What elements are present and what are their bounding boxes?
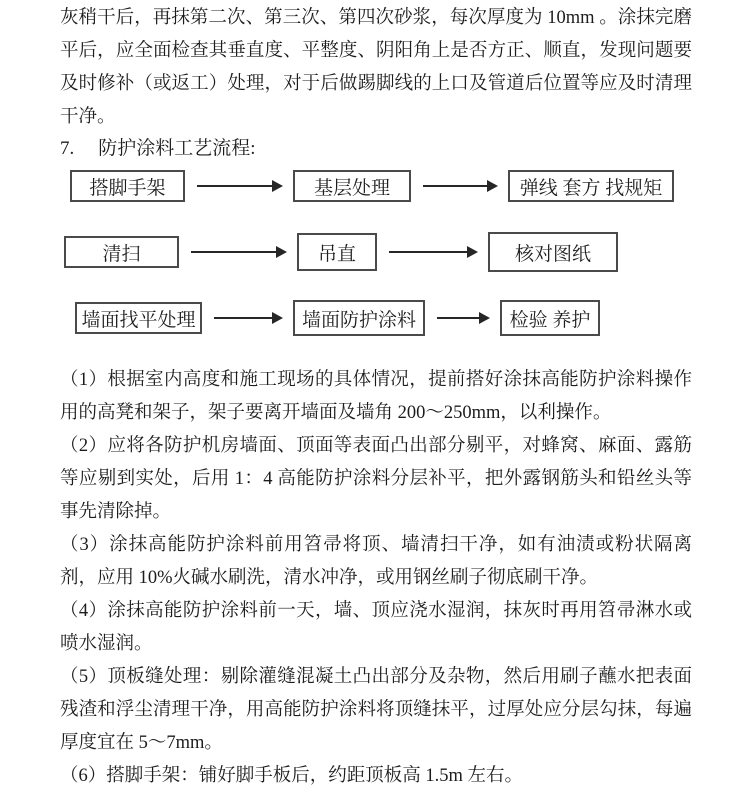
step-paragraph-4: （4）涂抹高能防护涂料前一天，墙、顶应浇水湿润，抹灰时再用笤帚淋水或喷水湿润。: [60, 601, 692, 654]
flowchart-box-cleaning: 清扫: [64, 236, 179, 268]
arrow-right-icon: [423, 185, 496, 187]
flow-connector: [425, 301, 500, 335]
flowchart-row-2: [60, 235, 692, 269]
arrow-right-icon: [214, 317, 281, 319]
intro-paragraph: 灰稍干后，再抹第二次、第三次、第四次砂浆，每次厚度为 10mm 。涂抹完磨平后，应全面检查其垂直度、平整度、阴阳角上是否方正、顺直，发现问题要及时修补（或返工）处理，对于后做踢脚线的上口及管道后位置等应及时清理干净。: [60, 8, 692, 127]
section-heading: [60, 134, 692, 164]
arrow-right-icon: [437, 317, 488, 319]
flowchart-row-1: [60, 169, 692, 203]
step-paragraph-2: （2）应将各防护机房墙面、顶面等表面凸出部分剔平，对蜂窝、麻面、露筋等应剔到实处，后用 1：4 高能防护涂料分层补平，把外露钢筋头和铅丝头等事先清除掉。: [60, 436, 692, 522]
flowchart-box-snap-lines: 弹线 套方 找规矩: [508, 170, 674, 202]
step-paragraph-6: （6）搭脚手架：铺好脚手板后，约距顶板高 1.5m 左右。: [60, 766, 524, 786]
arrow-right-icon: [389, 251, 476, 253]
process-flowchart: [60, 169, 692, 335]
section-number: 7.: [60, 138, 75, 159]
flow-connector: [377, 235, 488, 269]
flow-connector: [179, 235, 297, 269]
procedure-steps: [60, 364, 692, 793]
flow-connector: [202, 301, 293, 335]
step-paragraph-5: （5）顶板缝处理：剔除灌缝混凝土凸出部分及杂物，然后用刷子蘸水把表面残渣和浮尘清理干净，用高能防护涂料将顶缝抹平，过厚处应分层勾抹，每遍厚度宜在 5～7mm。: [60, 667, 692, 753]
flowchart-box-base-treatment: 基层处理: [293, 170, 411, 202]
flow-connector: [411, 169, 508, 203]
flowchart-box-check-drawings: 核对图纸: [488, 232, 618, 272]
arrow-right-icon: [197, 185, 281, 187]
flowchart-box-scaffolding: 搭脚手架: [70, 170, 185, 202]
flowchart-row-3: [60, 301, 692, 335]
flowchart-box-plumb: 吊直: [297, 233, 377, 271]
step-paragraph-1: （1）根据室内高度和施工现场的具体情况，提前搭好涂抹高能防护涂料操作用的高凳和架子，架子要离开墙面及墙角 200～250mm，以利操作。: [60, 370, 692, 423]
flowchart-box-wall-leveling: 墙面找平处理: [75, 302, 202, 334]
arrow-right-icon: [191, 251, 285, 253]
flow-connector: [185, 169, 293, 203]
section-title: 防护涂料工艺流程:: [98, 138, 256, 159]
flowchart-box-inspection-curing: 检验 养护: [500, 300, 600, 336]
step-paragraph-3: （3）涂抹高能防护涂料前用笤帚将顶、墙清扫干净，如有油渍或粉状隔离剂，应用 10%火碱水刷洗，清水冲净，或用钢丝刷子彻底刷干净。: [60, 535, 692, 588]
flowchart-box-protective-coating: 墙面防护涂料: [293, 300, 425, 336]
